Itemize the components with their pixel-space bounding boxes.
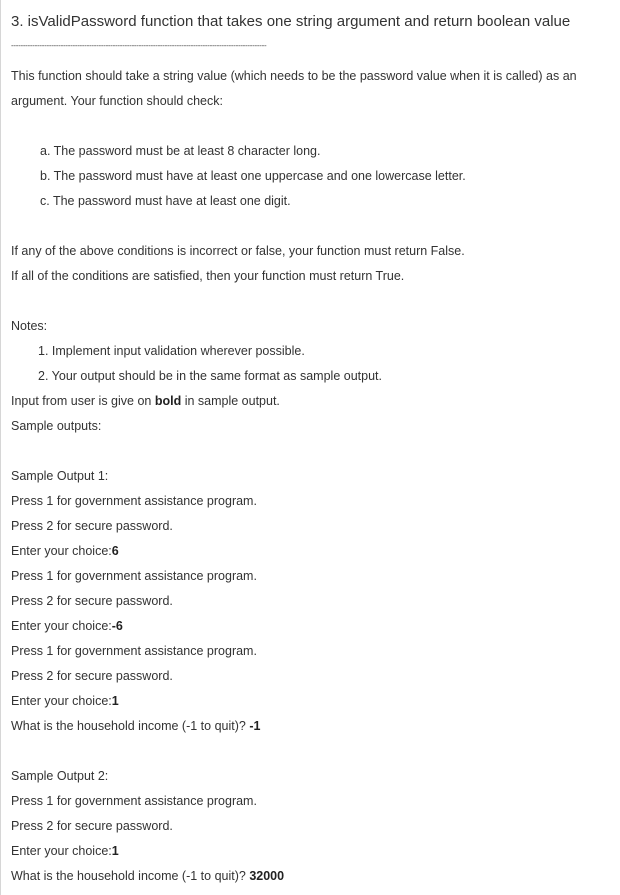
sample-1-title: Sample Output 1:	[11, 469, 109, 483]
sample-line: Press 2 for secure password.	[11, 519, 173, 533]
sample-outputs-label: Sample outputs:	[11, 419, 102, 433]
user-input: 1	[111, 694, 119, 708]
note-item: 1. Implement input validation wherever possible.	[38, 344, 305, 358]
bold-input-note: Input from user is give on bold in sample output.	[11, 394, 280, 408]
sample-line: What is the household income (-1 to quit)? -1	[11, 719, 261, 733]
rule-line: If any of the above conditions is incorrect or false, your function must return False.	[11, 244, 465, 258]
sample-line: Press 2 for secure password.	[11, 594, 173, 608]
sample-2-title: Sample Output 2:	[11, 769, 109, 783]
user-input: -6	[111, 619, 123, 633]
intro-line-1: This function should take a string value (which needs to be the password value when it is called) as an	[11, 69, 577, 83]
sample-line: What is the household income (-1 to quit)? 32000	[11, 869, 285, 883]
sample-line: Press 1 for government assistance program.	[11, 794, 257, 808]
page-title: 3. isValidPassword function that takes one string argument and return boolean value	[11, 13, 571, 30]
sample-line: Press 1 for government assistance program.	[11, 569, 257, 583]
sample-line: Press 1 for government assistance program.	[11, 644, 257, 658]
sample-line: Enter your choice:1	[11, 694, 119, 708]
notes-title: Notes:	[11, 319, 48, 333]
sample-line: Enter your choice:6	[11, 544, 119, 558]
sample-line: Enter your choice:1	[11, 844, 119, 858]
user-input: 6	[111, 544, 119, 558]
intro-line-2: argument. Your function should check:	[11, 94, 223, 108]
sample-line: Press 2 for secure password.	[11, 819, 173, 833]
check-item: b. The password must have at least one uppercase and one lowercase letter.	[40, 169, 466, 183]
check-item: a. The password must be at least 8 character long.	[40, 144, 321, 158]
rule-line: If all of the conditions are satisfied, then your function must return True.	[11, 269, 405, 283]
left-border	[0, 0, 1, 895]
bold-word: bold	[154, 394, 182, 408]
user-input: 1	[111, 844, 119, 858]
sample-line: Press 2 for secure password.	[11, 669, 173, 683]
check-item: c. The password must have at least one digit.	[40, 194, 291, 208]
user-input: 32000	[249, 869, 285, 883]
user-input: -1	[249, 719, 261, 733]
sample-line: Enter your choice:-6	[11, 619, 123, 633]
dashed-divider: ------------------------------------------------------------------------------------------------------------	[11, 41, 267, 50]
note-item: 2. Your output should be in the same format as sample output.	[38, 369, 382, 383]
sample-line: Press 1 for government assistance program.	[11, 494, 257, 508]
